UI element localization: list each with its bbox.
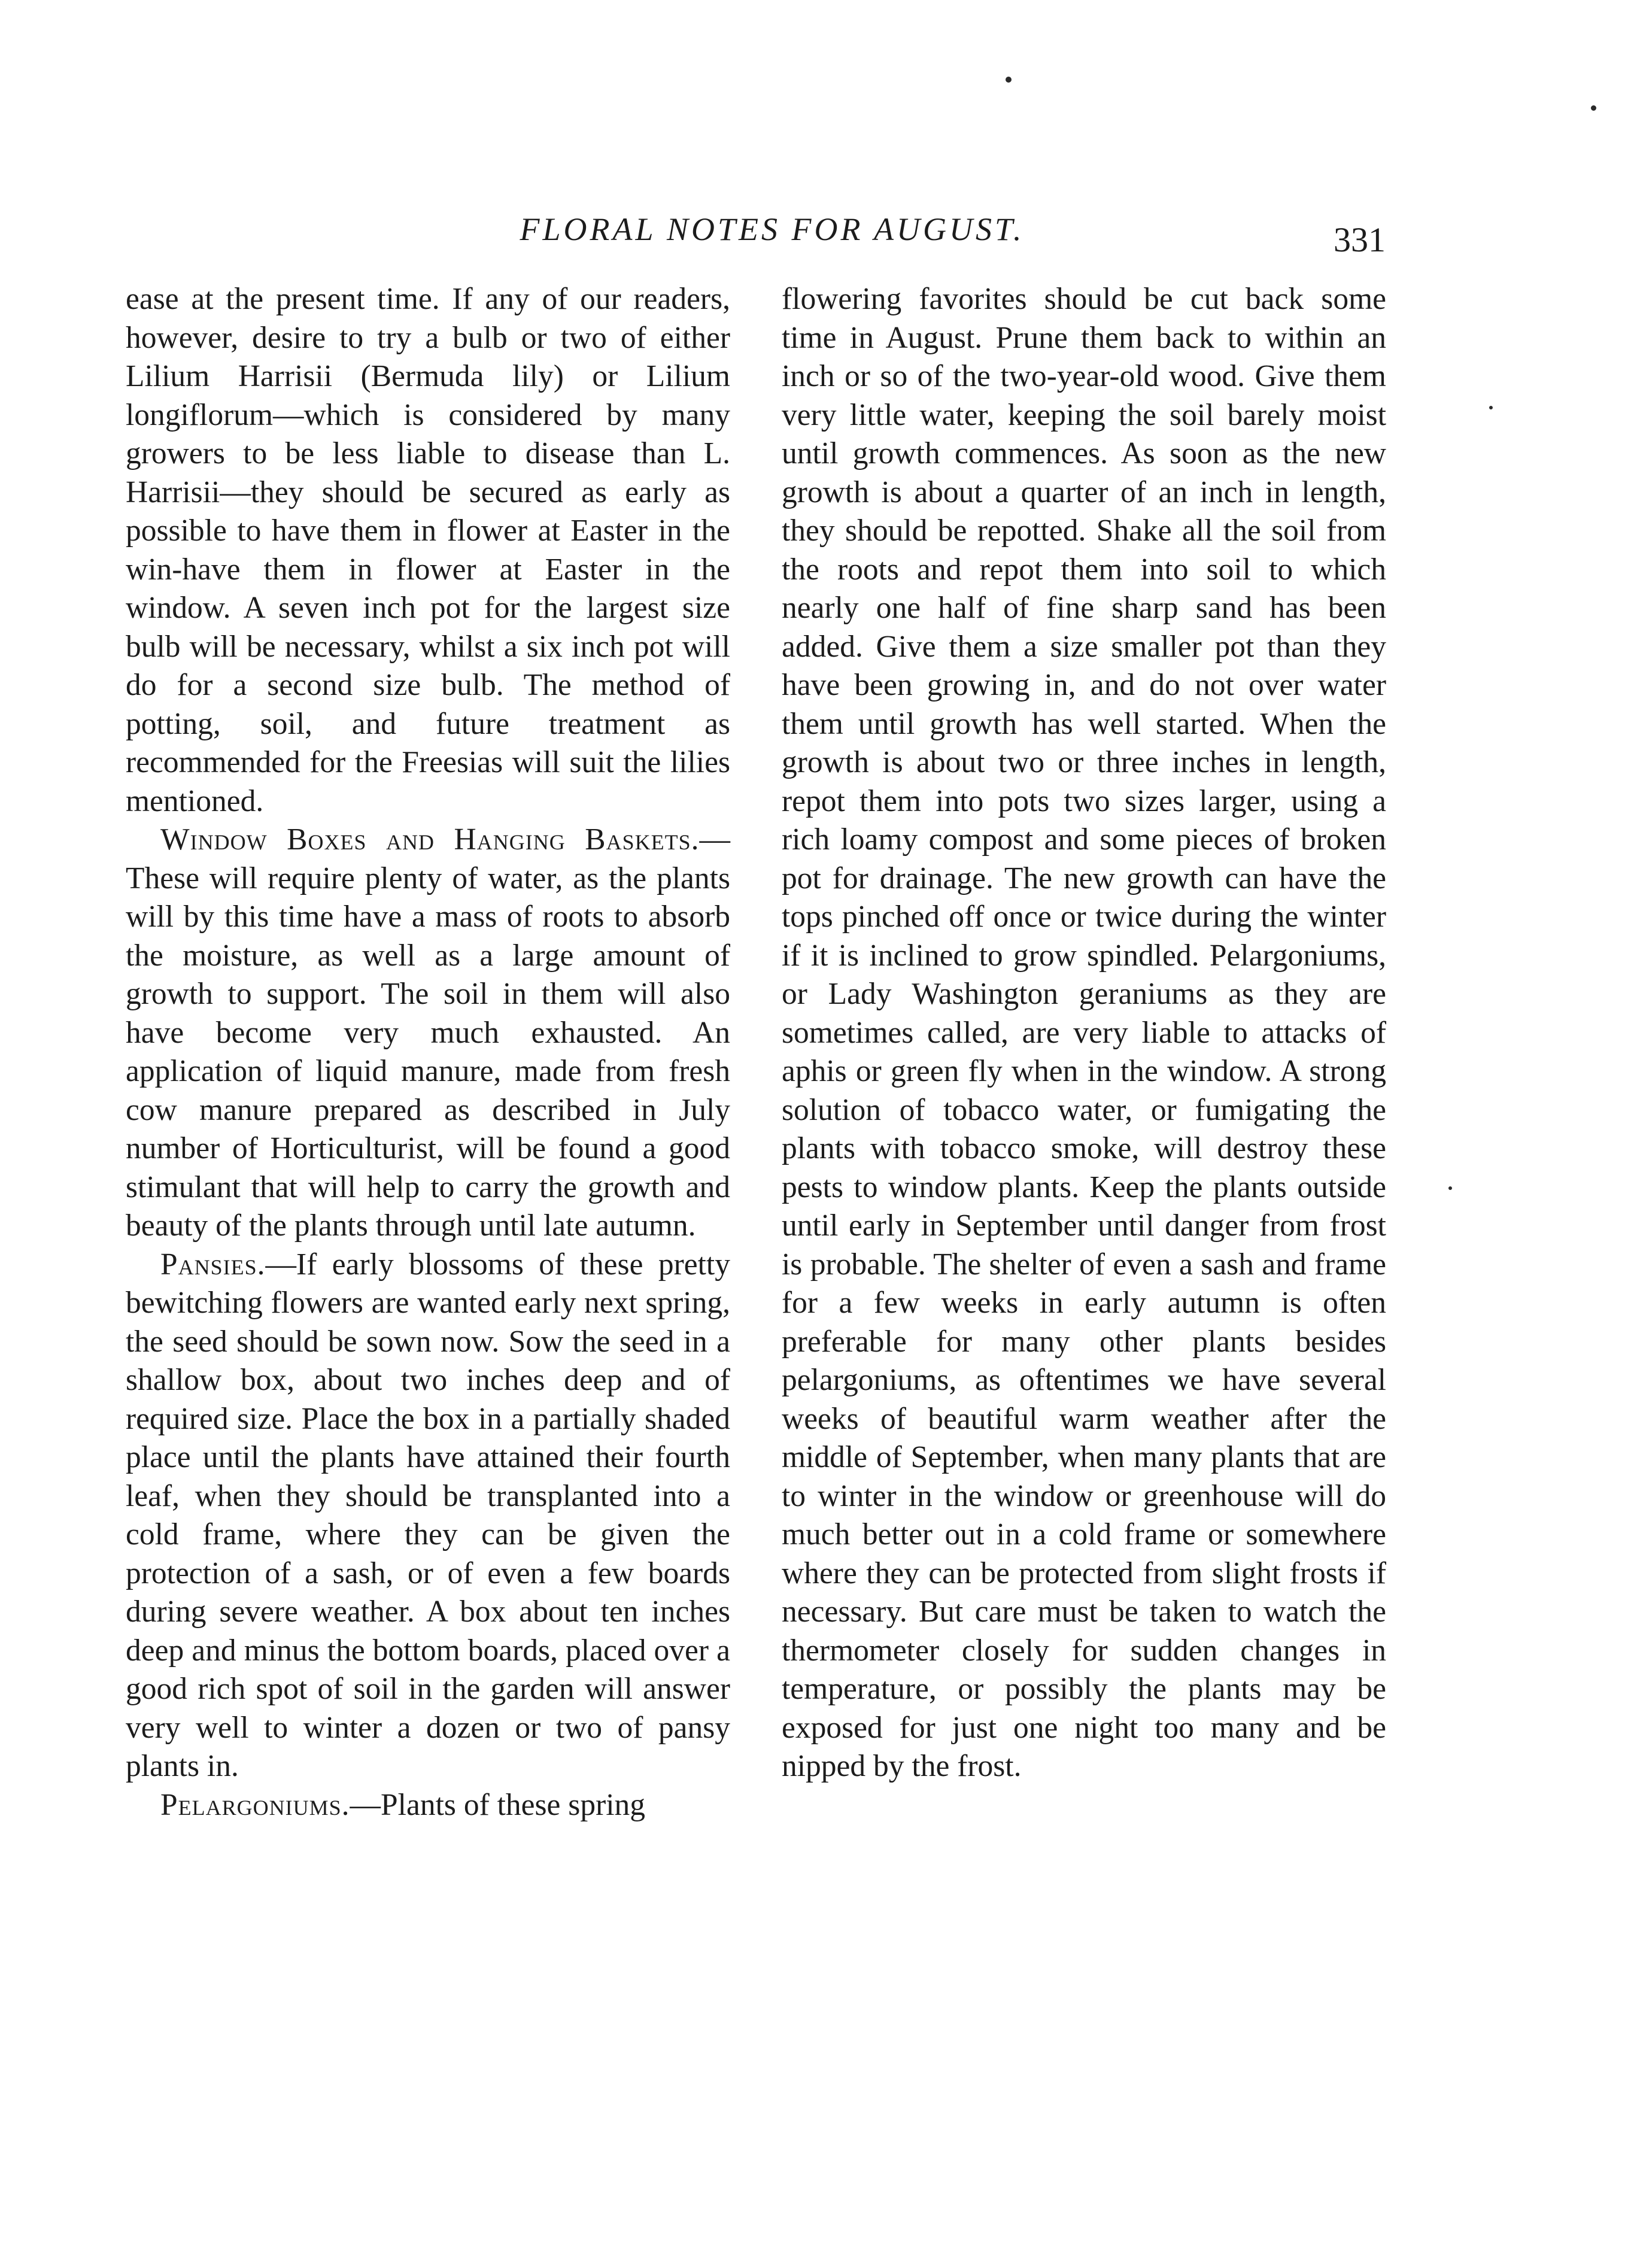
page-number: 331 [1334,220,1386,259]
ink-speck [1448,1186,1452,1190]
section-heading: Pelargoniums. [160,1787,350,1822]
paragraph-body: —These will require plenty of water, as the plants will by this time have a mass of roots to absorb the moisture, as well as a large amount of growth to support. The soil in them will also have become very much exhausted. An application of liquid manure, made from fresh cow manure prepared as described in July number of Horticulturist, will be found a good stimulant that will help to carry the growth and beauty of the plants through until late autumn. [126,822,730,1243]
paragraph [126,1246,730,1786]
paragraph [126,821,730,1246]
paragraph-body: —If early blossoms of these pretty bewitching flowers are wanted early next spring, the seed should be sown now. Sow the seed in a shallow box, about two inches deep and of required size. Place the box in a partially shaded place until the plants have attained their fourth leaf, when they should be transplanted into a cold frame, where they can be given the protection of a sash, or of even a few boards during severe weather. A box about ten inches deep and minus the bottom boards, placed over a good rich spot of soil in the garden will answer very well to winter a dozen or two of pansy plants in. [126,1247,730,1783]
ink-speck [1006,77,1012,83]
paragraph-body: —Plants of these spring [350,1787,646,1822]
section-heading: Pansies. [160,1247,266,1282]
ink-speck [1489,406,1493,409]
paragraph [126,1786,730,1825]
section-heading: Window Boxes and Hanging Baskets. [160,822,700,857]
left-column [126,280,730,1824]
right-column [782,280,1386,1786]
paragraph: flowering favorites should be cut back some time in August. Prune them back to within an inch or so of the two-year-old wood. Give them very little water, keeping the soil barely moist until growth commences. As soon as the new growth is about a quarter of an inch in length, they should be repotted. Shake all the soil from the roots and repot them into soil to which nearly one half of fine sharp sand has been added. Give them a size smaller pot than they have been growing in, and do not over water them until growth has well started. When the growth is about two or three inches in length, repot them into pots two sizes larger, using a rich loamy compost and some pieces of broken pot for drainage. The new growth can have the tops pinched off once or twice during the winter if it is inclined to grow spindled. Pelargoniums, or Lady Washington geraniums as they are sometimes called, are very liable to attacks of aphis or green fly when in the window. A strong solution of tobacco water, or fumigating the plants with tobacco smoke, will destroy these pests to window plants. Keep the plants outside until early in September until danger from frost is probable. The shelter of even a sash and frame for a few weeks in early autumn is often preferable for many other plants besides pelargoniums, as oftentimes we have several weeks of beautiful warm weather after the middle of September, when many plants that are to winter in the window or greenhouse will do much better out in a cold frame or somewhere where they can be protected from slight frosts if necessary. But care must be taken to watch the thermometer closely for sudden changes in temperature, or possibly the plants may be exposed for just one night too many and be nipped by the frost. [782,282,1386,1783]
running-title: FLORAL NOTES FOR AUGUST. [520,211,1025,247]
ink-speck [1591,105,1596,111]
paragraph: ease at the present time. If any of our readers, however, desire to try a bulb or two of either Lilium Harrisii (Bermuda lily) or Lilium longiflorum—which is considered by many growers to be less liable to disease than L. Harrisii—they should be secured as early as possible to have them in flower at Easter in the win-have them in flower at Easter in the window. A seven inch pot for the largest size bulb will be necessary, whilst a six inch pot will do for a second size bulb. The method of potting, soil, and future treatment as recommended for the Freesias will suit the lilies mentioned. [126,282,730,818]
